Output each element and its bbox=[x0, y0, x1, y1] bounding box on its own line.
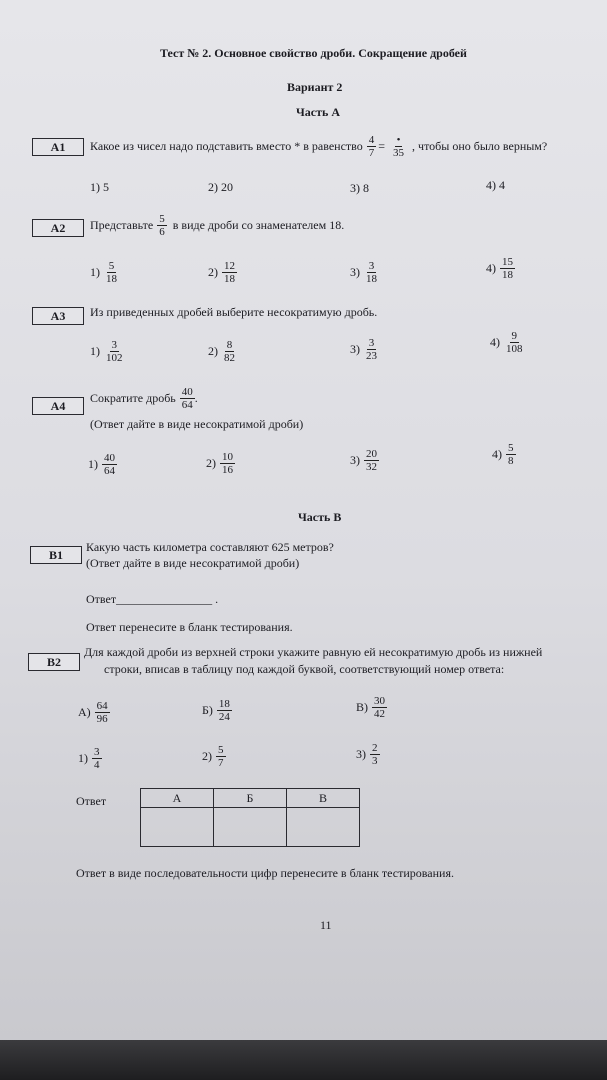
a1-text-before: Какое из чисел надо подставить вместо * в равенство bbox=[90, 139, 363, 153]
b2-line2: строки, вписав в таблицу под каждой буквой, соответствующий номер ответа: bbox=[104, 662, 505, 676]
question-label-b1: В1 bbox=[30, 546, 82, 564]
question-a1-text: Какое из чисел надо подставить вместо * в равенство $\frac{4}{7}$ = $\frac{•}{35}$ , чтобы оно было верным? bbox=[90, 134, 548, 159]
table-header-b: Б bbox=[214, 789, 287, 808]
b1-transfer-note: Ответ перенесите в бланк тестирования. bbox=[86, 620, 293, 634]
a1-text-after: , чтобы оно было верным? bbox=[412, 139, 548, 153]
answer-cell-v[interactable] bbox=[287, 808, 360, 847]
answer-cell-a[interactable] bbox=[141, 808, 214, 847]
variant-heading: Вариант 2 bbox=[287, 80, 343, 94]
a3-option-1: 1) $\frac{3}{102}$ bbox=[90, 339, 123, 364]
answer-cell-b[interactable] bbox=[214, 808, 287, 847]
a4-option-2: 2) $\frac{10}{16}$ bbox=[206, 451, 233, 476]
a3-option-3: 3) $\frac{3}{23}$ bbox=[350, 337, 377, 362]
a2-option-4: 4) $\frac{15}{18}$ bbox=[486, 256, 513, 281]
question-label-a1: А1 bbox=[32, 138, 84, 156]
b2-bottom-1: 1) $\frac{3}{4}$ bbox=[78, 746, 100, 771]
table-header-a: А bbox=[141, 789, 214, 808]
a2-option-2: 2) $\frac{12}{18}$ bbox=[208, 260, 235, 285]
a1-option-2: 2) 20 bbox=[208, 180, 233, 194]
test-title: Тест № 2. Основное свойство дроби. Сокращение дробей bbox=[160, 46, 467, 60]
a3-option-2: 2) $\frac{8}{82}$ bbox=[208, 339, 235, 364]
a4-fraction: $\frac{40}{64}$ bbox=[181, 386, 193, 411]
a1-option-3: 3) 8 bbox=[350, 181, 369, 195]
a2-option-1: 1) $\frac{5}{18}$ bbox=[90, 260, 117, 285]
a4-note: (Ответ дайте в виде несократимой дроби) bbox=[90, 417, 304, 431]
a1-eq-left-fraction: $\frac{4}{7}$ bbox=[368, 134, 375, 159]
b1-line2: (Ответ дайте в виде несократимой дроби) bbox=[86, 556, 300, 570]
b2-top-a: А) $\frac{64}{96}$ bbox=[78, 700, 108, 725]
b2-bottom-3: 3) $\frac{2}{3}$ bbox=[356, 742, 378, 767]
b1-line1: Какую часть километра составляют 625 метров? bbox=[86, 540, 334, 554]
a1-option-1: 1) 5 bbox=[90, 180, 109, 194]
desk-surface bbox=[0, 1040, 607, 1080]
question-a3-text: Из приведенных дробей выберите несократимую дробь. bbox=[90, 305, 378, 319]
question-label-a3: А3 bbox=[32, 307, 84, 325]
a4-option-1: 1) $\frac{40}{64}$ bbox=[88, 452, 115, 477]
b2-top-b: Б) $\frac{18}{24}$ bbox=[202, 698, 230, 723]
a4-option-3: 3) $\frac{20}{32}$ bbox=[350, 448, 377, 473]
b2-line1: Для каждой дроби из верхней строки укажите равную ей несократимую дробь из нижней bbox=[84, 645, 543, 659]
a1-eq-right-fraction: $\frac{•}{35}$ bbox=[393, 134, 405, 159]
table-header-v: В bbox=[287, 789, 360, 808]
a4-option-4: 4) $\frac{5}{8}$ bbox=[492, 442, 514, 467]
b2-transfer-note: Ответ в виде последовательности цифр перенесите в бланк тестирования. bbox=[76, 866, 454, 880]
a2-fraction: $\frac{5}{6}$ bbox=[159, 213, 165, 238]
part-a-heading: Часть А bbox=[296, 105, 341, 119]
b1-answer-line[interactable]: Ответ________________ . bbox=[86, 592, 219, 606]
a3-option-4: 4) $\frac{9}{108}$ bbox=[490, 330, 523, 355]
b2-bottom-2: 2) $\frac{5}{7}$ bbox=[202, 744, 224, 769]
question-label-a4: А4 bbox=[32, 397, 84, 415]
part-b-heading: Часть В bbox=[298, 510, 342, 524]
b2-answer-label: Ответ bbox=[76, 794, 107, 808]
question-a2-text: Представьте $\frac{5}{6}$ в виде дроби со знаменателем 18. bbox=[90, 213, 345, 238]
a2-option-3: 3) $\frac{3}{18}$ bbox=[350, 260, 377, 285]
a1-option-4: 4) 4 bbox=[486, 178, 505, 192]
question-a4-text: Сократите дробь $\frac{40}{64}$ . bbox=[90, 386, 198, 411]
page-number: 11 bbox=[320, 918, 332, 932]
question-label-b2: В2 bbox=[28, 653, 80, 671]
b2-top-v: В) $\frac{30}{42}$ bbox=[356, 695, 385, 720]
b2-answer-table bbox=[140, 788, 360, 847]
question-label-a2: А2 bbox=[32, 219, 84, 237]
